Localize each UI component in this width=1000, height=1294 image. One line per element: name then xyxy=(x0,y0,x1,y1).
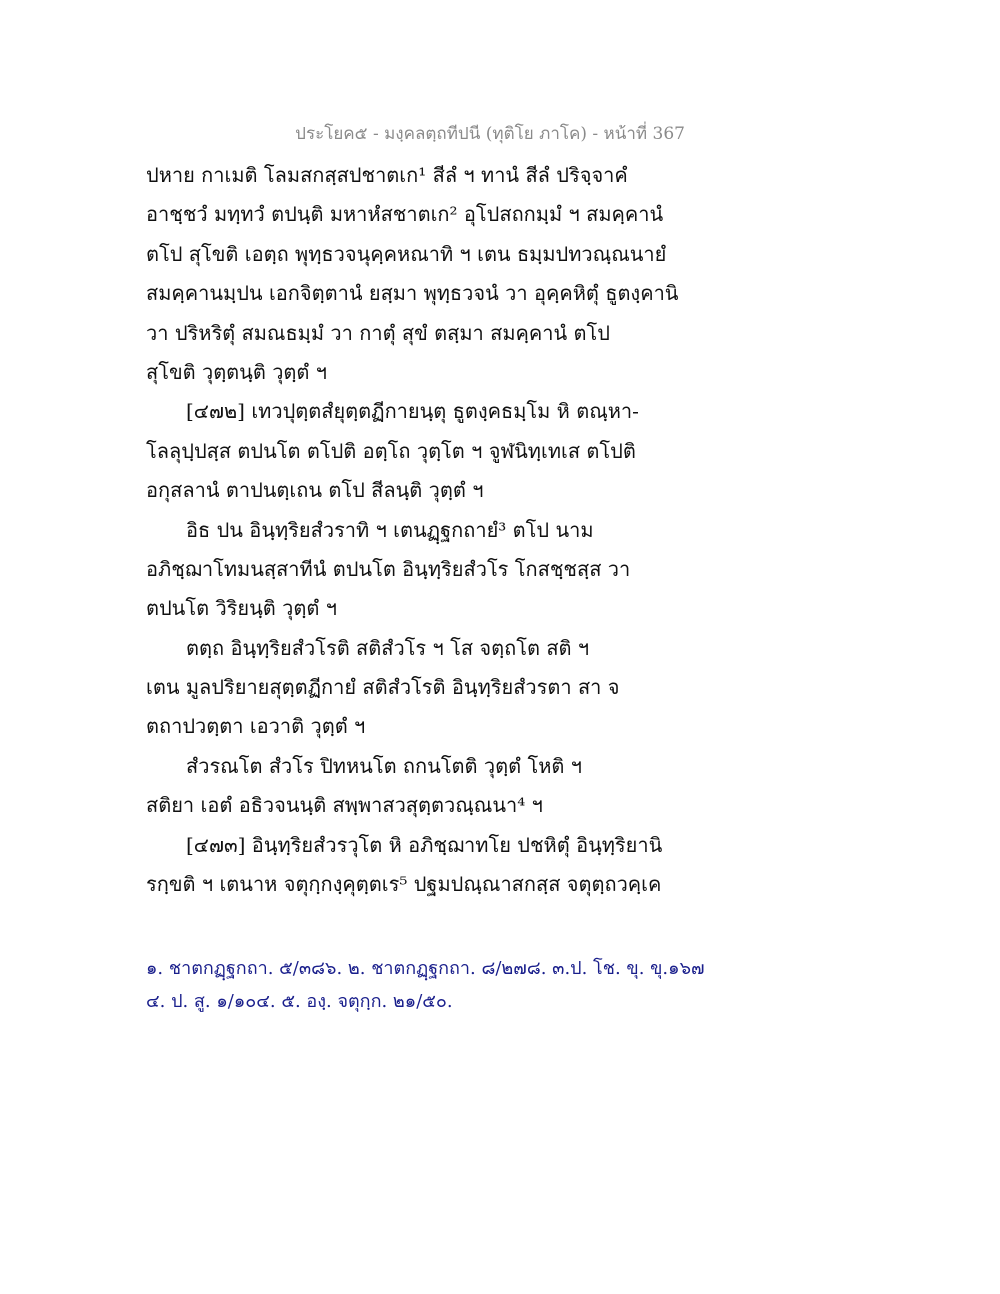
body-text xyxy=(146,156,686,904)
text-line: อิธ ปน อินฺทฺริยสํวราทิ ฯ เตนฏฺฐกถายํ³ ตโป นาม xyxy=(186,517,594,542)
text-line: [๔๗๓] อินฺทฺริยสํวรวุโต หิ อภิชฺฌาทโย ปชหิตุํ อินฺทฺริยานิ xyxy=(186,832,663,857)
footnotes xyxy=(146,952,705,1018)
text-line: เตน มูลปริยายสุตฺตฏีกายํ สติสํวโรติ อินฺทฺริยสํวรตา สา จ xyxy=(146,675,620,700)
text-line: สติยา เอตํ อธิวจนนฺติ สพฺพาสวสุตฺตวณฺณนา⁴ ฯ xyxy=(146,793,543,818)
text-line: ปหาย กาเมติ โลมสกสฺสปชาตเก¹ สีลํ ฯ ทานํ สีลํ ปริจฺจาคํ xyxy=(146,163,628,187)
text-line: สมคฺคานมฺปน เอกจิตฺตานํ ยสฺมา พุทฺธวจนํ วา อุคฺคหิตุํ ธูตงฺคานิ xyxy=(146,281,679,306)
text-line: ตตฺถ อินฺทฺริยสํวโรติ สติสํวโร ฯ โส จตฺถโต สติ ฯ xyxy=(186,635,590,660)
footnote-line: ๔. ป. สู. ๑/๑๐๔. ๕. องฺ. จตุกฺก. ๒๑/๕๐. xyxy=(146,991,453,1012)
text-line: อกุสลานํ ตาปนตฺเถน ตโป สีลนฺติ วุตฺตํ ฯ xyxy=(146,478,484,503)
footnote-line: ๑. ชาตกฏฺฐกถา. ๕/๓๘๖. ๒. ชาตกฏฺฐกถา. ๘/๒๗๘. ๓.ป. โช. ขุ. ขุ.๑๖๗ xyxy=(146,958,705,979)
text-line: สุโขติ วุตฺตนฺติ วุตฺตํ ฯ xyxy=(146,359,327,384)
text-line: สํวรณโต สํวโร ปิทหนโต ถกนโตติ วุตฺตํ โหติ ฯ xyxy=(186,753,582,778)
text-line: วา ปริหริตุํ สมณธมฺมํ วา กาตุํ สุขํ ตสฺมา สมคฺคานํ ตโป xyxy=(146,320,610,345)
text-line: ตถาปวตฺตา เอวาติ วุตฺตํ ฯ xyxy=(146,714,366,739)
text-line: รกฺขติ ฯ เตนาห จตุกฺกงฺคุตฺตเร⁵ ปฐมปณฺณาสกสฺส จตุตฺถวคฺเค xyxy=(146,872,662,897)
text-line: อภิชฺฌาโทมนสฺสาทีนํ ตปนโต อินฺทฺริยสํวโร โกสชฺชสฺส วา xyxy=(146,556,631,581)
text-line: โลลุปฺปสฺส ตปนโต ตโปติ อตฺโถ วุตฺโต ฯ จูฬนิทฺเทเส ตโปติ xyxy=(146,438,636,463)
text-line: อาชฺชวํ มทฺทวํ ตปนฺติ มหาหํสชาตเก² อุโปสถกมฺมํ ฯ สมคฺคานํ xyxy=(146,202,664,227)
page-header: ประโยค๕ - มงฺคลตฺถทีปนี (ทุติโย ภาโค) - หน้าที่ 367 xyxy=(295,124,685,144)
text-line: ตปนโต วิริยนฺติ วุตฺตํ ฯ xyxy=(146,596,337,621)
text-line: ตโป สุโขติ เอตฺถ พุทฺธวจนุคฺคหณาทิ ฯ เตน ธมฺมปทวณฺณนายํ xyxy=(146,241,667,266)
text-line: [๔๗๒] เทวปุตฺตสํยุตฺตฏีกายนฺตุ ธูตงฺคธมฺโม หิ ตณฺหา- xyxy=(186,399,639,424)
